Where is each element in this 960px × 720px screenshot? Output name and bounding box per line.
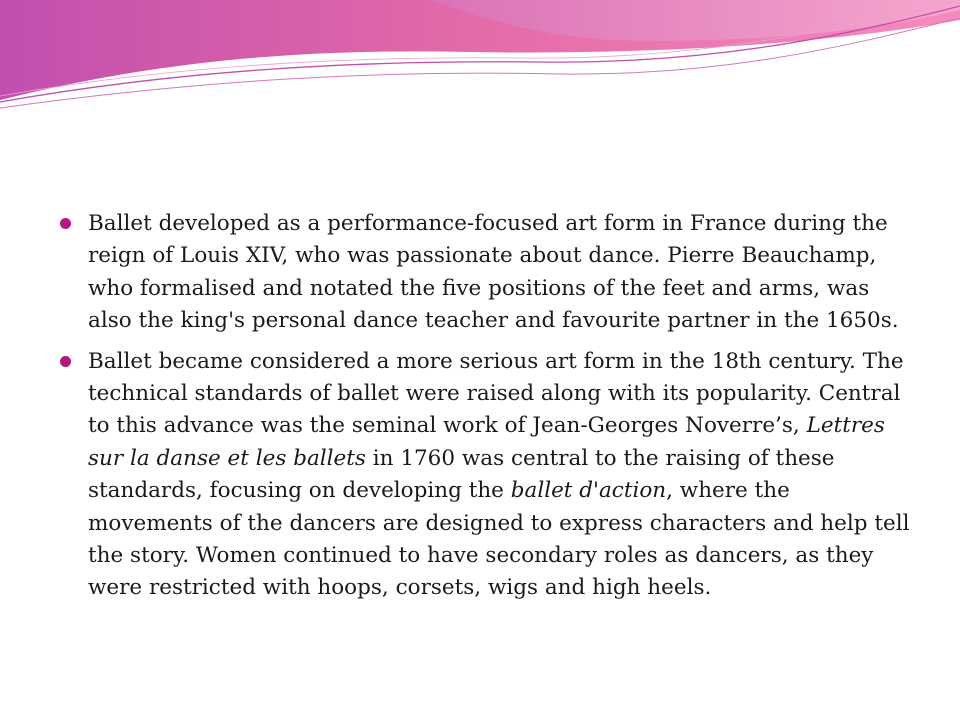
decorative-header-banner [0, 0, 960, 120]
text-run: Ballet developed as a performance-focused art form in France during the reign of Louis XIV, who was passionate about dance. Pierre Beauchamp, who formalised and notated the five positions of the feet and arms, was also the king's personal dance teacher and favourite partner in the 1650s. [88, 211, 899, 334]
bullet-item [60, 208, 910, 338]
bullet-item [60, 346, 910, 605]
slide-content [60, 208, 910, 613]
text-run: in 1760 was central to the raising of these standards, focusing on developing the [88, 445, 835, 504]
text-run: Ballet became considered a more serious art form in the 18th century. The technical standards of ballet were raised along with its popularity. Central to this advance was the seminal work of Jean-Georges Noverre’s, [88, 348, 904, 439]
bullet-text [88, 346, 910, 605]
italic-title-text: ballet d'action [510, 478, 667, 504]
bullet-text [88, 208, 910, 338]
bullet-dot-icon [60, 356, 71, 367]
bullet-dot-icon [60, 218, 71, 229]
italic-title-text: Lettres sur la danse et les ballets [88, 413, 885, 471]
text-run: , where the movements of the dancers are designed to express characters and help tell the story. Women continued to have secondary roles as dancers, as they were restricted with hoops, corsets, wigs and high heels. [88, 478, 910, 601]
